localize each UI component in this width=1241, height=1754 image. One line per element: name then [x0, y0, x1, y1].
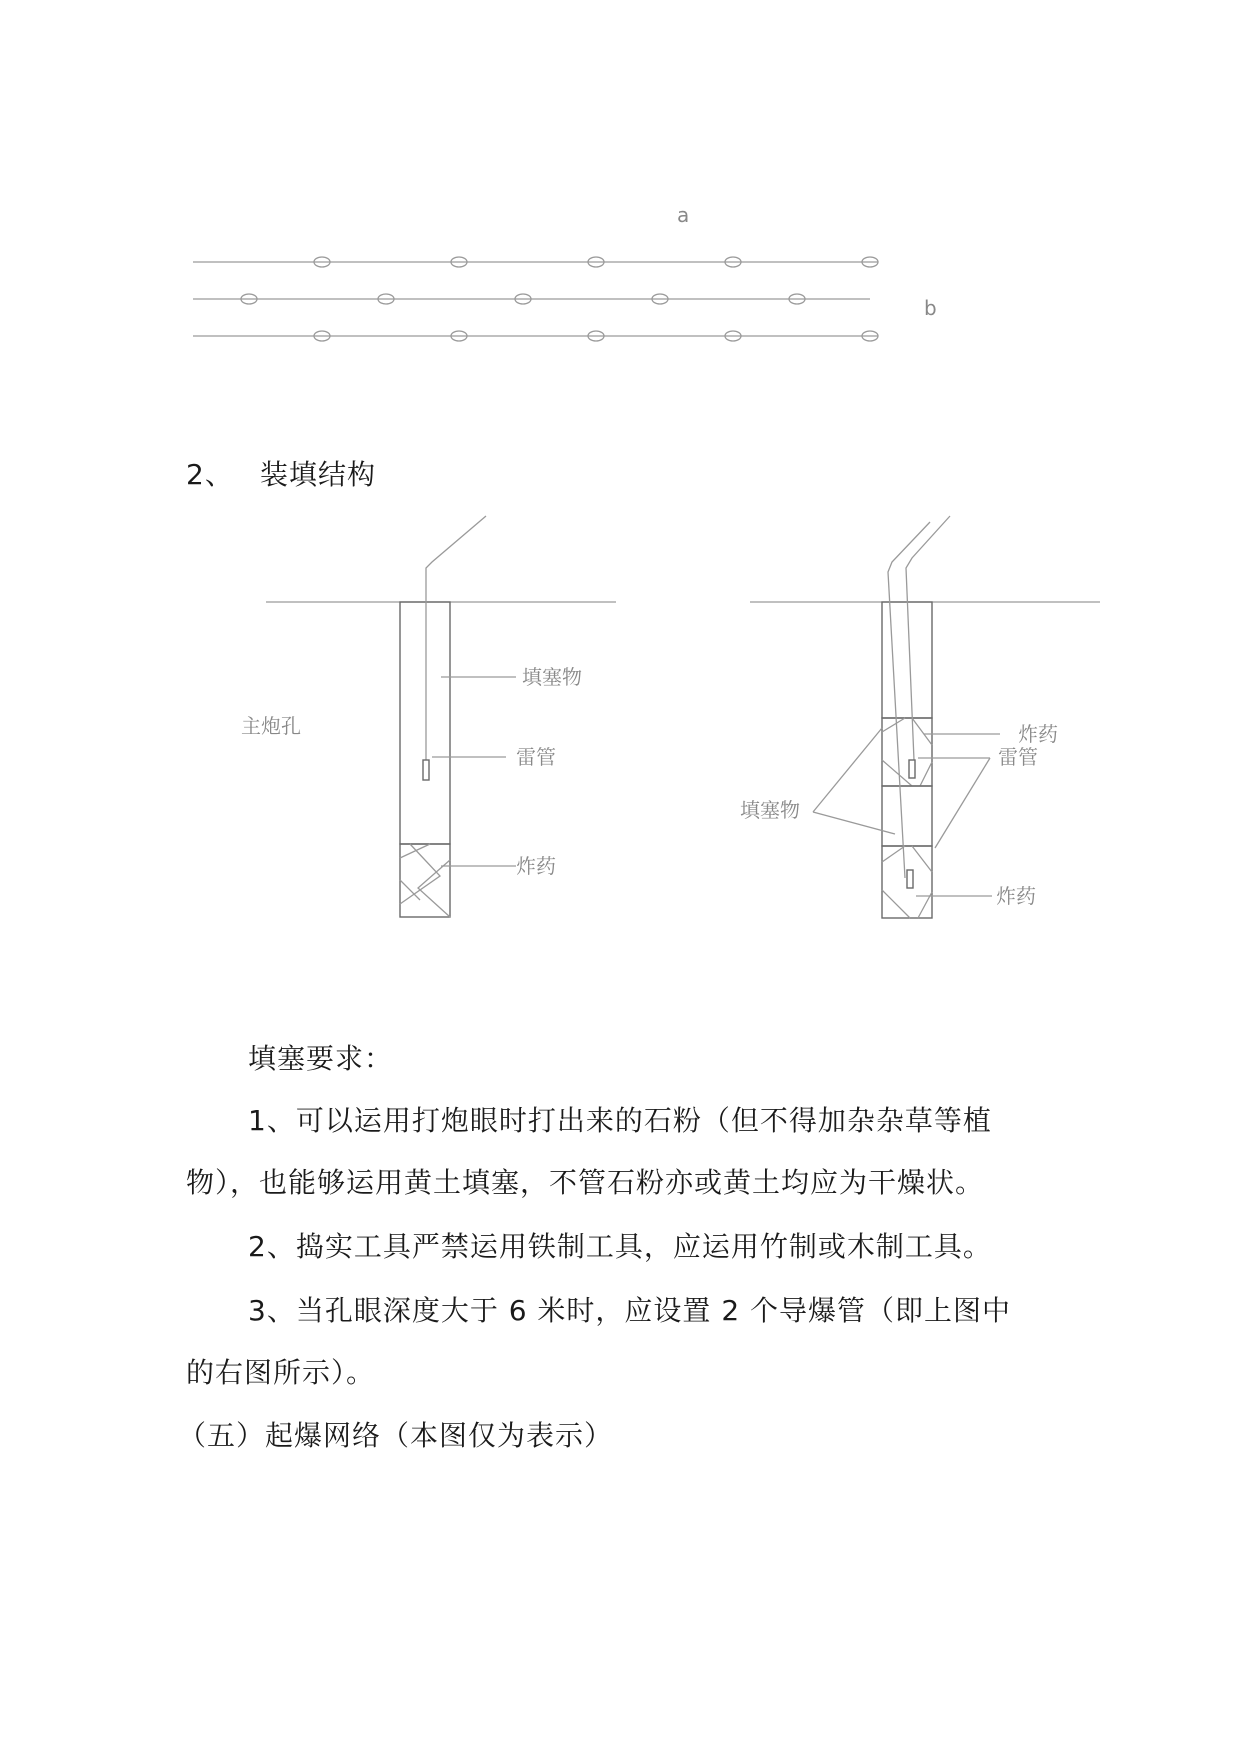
upper-stemming-section — [882, 602, 932, 718]
section-2-title: 装填结构 — [260, 458, 377, 491]
section-5-title: （五）起爆网络（本图仅为表示） — [178, 1419, 614, 1452]
left-borehole-diagram — [241, 516, 616, 917]
section-2-number: 2、 — [186, 458, 234, 491]
explosive-hatch — [400, 844, 450, 917]
requirement-1-line-1: 1、可以运用打炮眼时打出来的石粉（但不得加杂杂草等植 — [248, 1104, 992, 1137]
requirement-3-line-2: 的右图所示）。 — [186, 1356, 376, 1389]
detonator-label: 雷管 — [516, 745, 556, 769]
detonator-wire — [426, 516, 486, 760]
requirement-2: 2、捣实工具严禁运用铁制工具，应运用竹制或木制工具。 — [248, 1230, 992, 1263]
lower-stemming-section — [882, 786, 932, 846]
detonator-wire-2 — [906, 516, 950, 760]
stemming-label: 填塞物 — [522, 665, 582, 689]
stemming-callout-2 — [813, 812, 895, 834]
right-detonator-label: 雷管 — [998, 745, 1038, 769]
explosive-top-label: 炸药 — [1018, 722, 1058, 746]
label-b: b — [924, 296, 937, 320]
upper-explosive-hatch — [882, 718, 932, 786]
detonator-callout-2 — [935, 758, 990, 848]
requirement-1-line-2: 物），也能够运用黄土填塞，不管石粉亦或黄土均应为干燥状。 — [186, 1166, 985, 1199]
stemming-section — [400, 602, 450, 844]
right-stemming-label: 填塞物 — [740, 798, 800, 822]
lower-detonator — [907, 870, 913, 888]
requirements-heading: 填塞要求： — [248, 1042, 394, 1075]
stemming-callout-1 — [813, 728, 882, 812]
explosive-label: 炸药 — [516, 854, 556, 878]
detonator — [423, 760, 429, 780]
upper-detonator — [909, 760, 915, 778]
right-borehole-diagram — [740, 516, 1100, 918]
requirement-3-line-1: 3、当孔眼深度大于 6 米时，应设置 2 个导爆管（即上图中 — [248, 1294, 1012, 1327]
main-hole-label: 主炮孔 — [241, 714, 301, 738]
explosive-bottom-label: 炸药 — [996, 884, 1036, 908]
detonator-wire-1 — [888, 522, 930, 878]
label-a: a — [677, 203, 690, 227]
